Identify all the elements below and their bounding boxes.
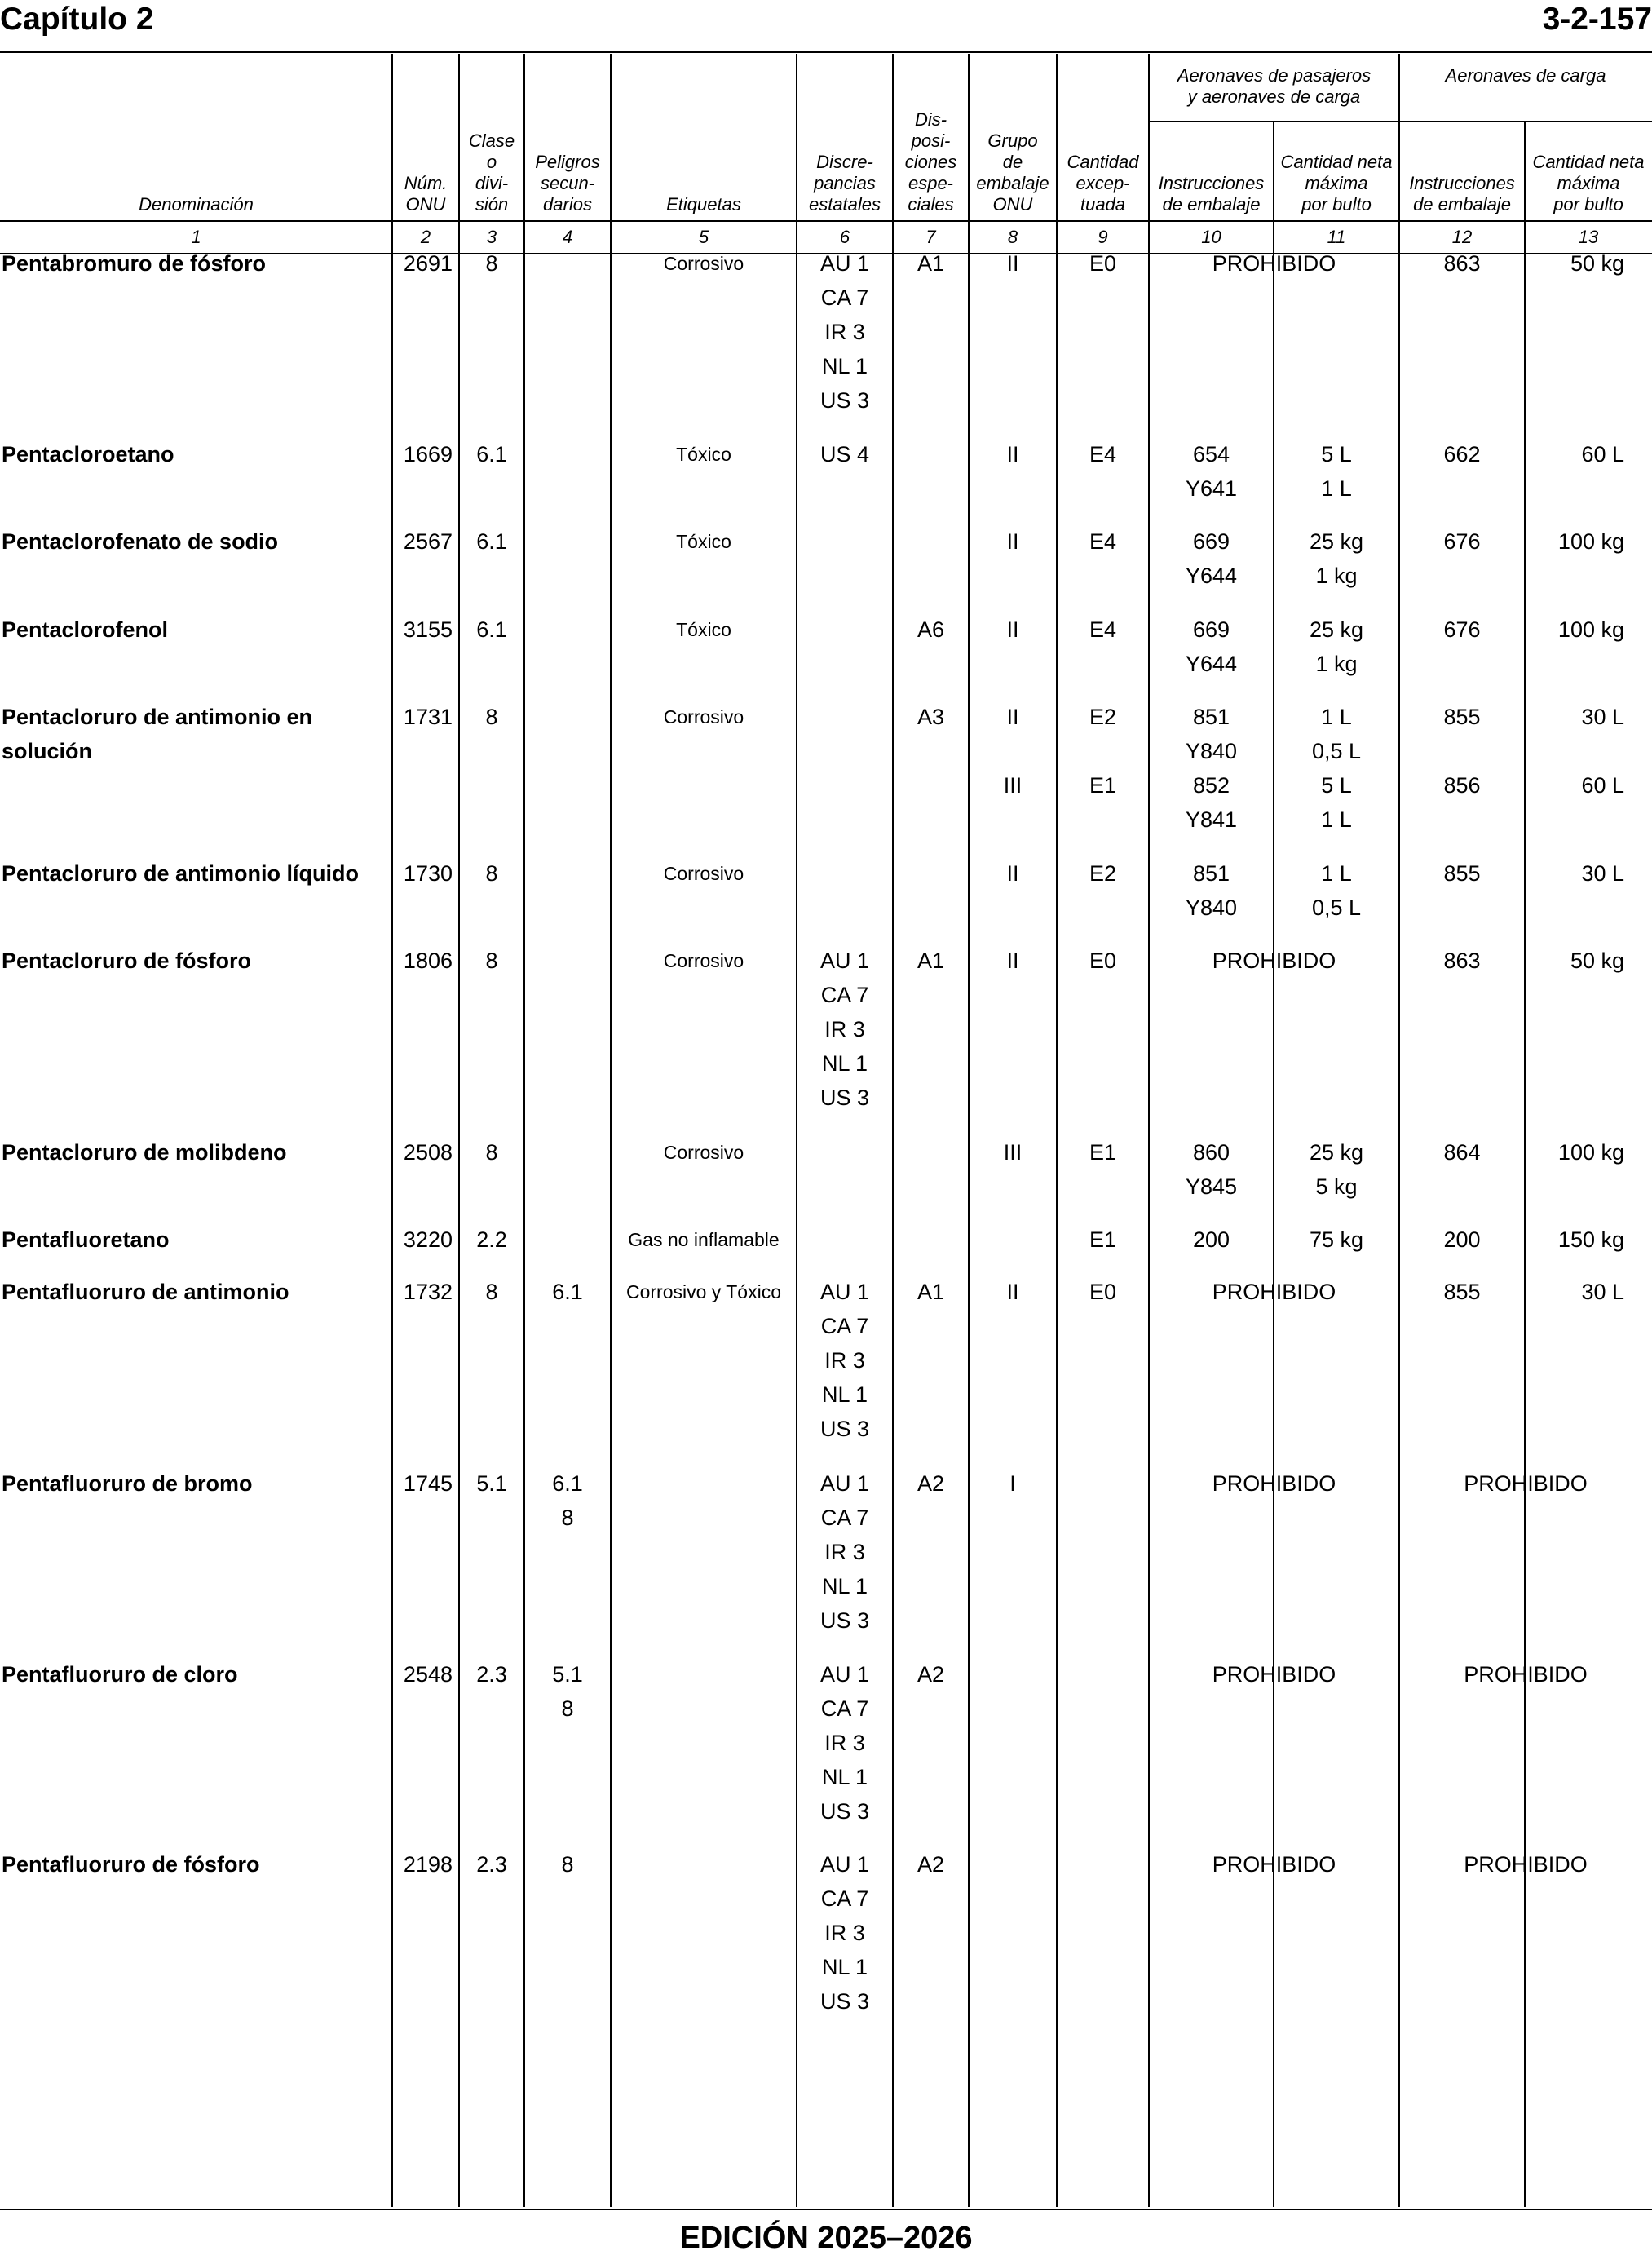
header-line: estatales: [808, 194, 881, 214]
cell-cargo-prohibited: PROHIBIDO: [1464, 1852, 1588, 1877]
header-line: ONU: [992, 194, 1033, 214]
column-number: 2: [420, 227, 431, 247]
cell-passenger-quantity: 1 L 0,5 L 5 L 1 L: [1311, 705, 1362, 832]
cell-subsidiary-hazard: 8: [561, 1852, 574, 1877]
column-number: 4: [562, 227, 573, 247]
cell-cargo-quantity: 30 L: [1581, 861, 1624, 886]
column-divider: [610, 54, 612, 2207]
header-line: espe-: [908, 173, 954, 193]
header-line: darios: [543, 194, 592, 214]
cell-cargo-instruction: 863: [1443, 251, 1481, 276]
cell-state-variation: AU 1 CA 7 IR 3 NL 1 US 3: [819, 1662, 870, 1824]
column-number: 13: [1578, 227, 1599, 247]
cell-un-number: 2691: [403, 251, 453, 276]
cell-label: Tóxico: [676, 444, 731, 465]
header-line: posi-: [911, 130, 951, 151]
column-header: [459, 130, 524, 215]
cell-name: Pentafluoruro de antimonio: [2, 1280, 289, 1304]
header-line: ciales: [908, 194, 954, 214]
cell-name: Pentacloruro de fósforo: [2, 948, 252, 973]
cell-cargo-quantity: 150 kg: [1557, 1227, 1624, 1252]
header-line: Cantidad neta: [1280, 152, 1393, 172]
header-line: máxima: [1557, 173, 1620, 193]
dangerous-goods-table: [0, 54, 1652, 2207]
column-number: 3: [486, 227, 497, 247]
header-line: Instrucciones: [1409, 173, 1515, 193]
cell-special-provision: A1: [917, 1280, 945, 1304]
row-divider: [0, 253, 1652, 254]
cell-name: Pentacloroetano: [2, 442, 174, 467]
column-header: [797, 152, 893, 215]
cell-class: 8: [485, 1280, 498, 1304]
cell-class: 2.2: [476, 1227, 507, 1252]
cell-cargo-instruction: 855 856: [1443, 705, 1481, 798]
header-line: Aeronaves de carga: [1445, 65, 1606, 86]
header-line: de embalaje: [1162, 194, 1261, 214]
cell-cargo-instruction: 200: [1443, 1227, 1481, 1252]
column-number: 10: [1201, 227, 1221, 247]
header-line: por bulto: [1553, 194, 1623, 214]
cell-class: 8: [485, 251, 498, 276]
cell-un-number: 1732: [403, 1280, 453, 1304]
cell-cargo-quantity: 50 kg: [1570, 948, 1624, 973]
column-number: 9: [1098, 227, 1108, 247]
column-number: 12: [1451, 227, 1473, 247]
cell-passenger-prohibited: PROHIBIDO: [1212, 1280, 1336, 1304]
column-divider: [523, 54, 525, 2207]
cell-packing-group: II: [1006, 529, 1019, 554]
row-divider: [1149, 121, 1652, 122]
cell-cargo-instruction: 855: [1443, 1280, 1481, 1304]
cell-passenger-instruction: 200: [1192, 1227, 1230, 1252]
header-line: Grupo: [987, 130, 1038, 151]
header-line: Dis-: [914, 109, 947, 130]
header-line: y aeronaves de carga: [1187, 86, 1361, 107]
cell-subsidiary-hazard: 6.1 8: [552, 1471, 583, 1530]
cell-cargo-quantity: 100 kg: [1557, 1140, 1624, 1165]
page-number: 3-2-157: [1542, 2, 1652, 37]
cell-class: 8: [485, 948, 498, 973]
cell-class: 6.1: [476, 617, 507, 642]
header-line: Etiquetas: [666, 194, 741, 214]
column-divider: [1273, 121, 1274, 2207]
cell-passenger-quantity: 25 kg 5 kg: [1309, 1140, 1364, 1199]
cell-cargo-instruction: 662: [1443, 442, 1481, 467]
header-line: máxima: [1305, 173, 1368, 193]
column-number: 7: [925, 227, 936, 247]
footer-rule: [0, 2209, 1652, 2210]
cell-un-number: 3220: [403, 1227, 453, 1252]
column-divider: [968, 54, 970, 2207]
cell-label: Corrosivo: [663, 950, 744, 971]
column-number: 1: [191, 227, 201, 247]
cell-name: Pentacloruro de molibdeno: [2, 1140, 287, 1165]
header-line: tuada: [1080, 194, 1126, 214]
cell-packing-group: II: [1006, 617, 1019, 642]
cell-excepted-quantity: E0: [1089, 251, 1117, 276]
cell-passenger-instruction: 654 Y641: [1185, 442, 1238, 501]
chapter-title: Capítulo 2: [0, 2, 154, 37]
column-header: [392, 173, 459, 215]
column-divider: [1056, 54, 1058, 2207]
cell-excepted-quantity: E4: [1089, 442, 1117, 467]
cell-un-number: 1731: [403, 705, 453, 729]
header-line: pancias: [814, 173, 876, 193]
cell-passenger-quantity: 75 kg: [1309, 1227, 1364, 1252]
header-line: embalaje: [976, 173, 1049, 193]
cell-passenger-instruction: 669 Y644: [1185, 617, 1238, 676]
header-line: Núm.: [404, 173, 448, 193]
cell-excepted-quantity: E2: [1089, 861, 1117, 886]
cell-cargo-prohibited: PROHIBIDO: [1464, 1471, 1588, 1496]
cell-class: 6.1: [476, 529, 507, 554]
column-header: [1149, 173, 1274, 215]
header-line: excep-: [1076, 173, 1130, 193]
column-number: 8: [1007, 227, 1018, 247]
cell-name: Pentabromuro de fósforo: [2, 251, 267, 276]
header-line: o: [486, 152, 497, 172]
cell-cargo-instruction: 864: [1443, 1140, 1481, 1165]
cell-name: Pentafluoruro de cloro: [2, 1662, 238, 1687]
cell-special-provision: A2: [917, 1471, 945, 1496]
cell-un-number: 3155: [403, 617, 453, 642]
cell-label: Tóxico: [676, 531, 731, 552]
column-header: [893, 109, 969, 215]
cell-passenger-quantity: 25 kg 1 kg: [1309, 617, 1364, 676]
cell-un-number: 2198: [403, 1852, 453, 1877]
column-divider: [458, 54, 460, 2207]
column-divider: [1524, 121, 1526, 2207]
header-line: Cantidad neta: [1532, 152, 1645, 172]
cell-special-provision: A2: [917, 1852, 945, 1877]
cell-un-number: 1669: [403, 442, 453, 467]
column-divider: [1148, 54, 1150, 2207]
cell-special-provision: A1: [917, 251, 945, 276]
cell-packing-group: I: [1009, 1471, 1016, 1496]
cell-label: Corrosivo: [663, 253, 744, 274]
cell-state-variation: AU 1 CA 7 IR 3 NL 1 US 3: [819, 251, 870, 413]
column-header: [1399, 173, 1525, 215]
header-line: sión: [475, 194, 509, 214]
cell-subsidiary-hazard: 5.1 8: [552, 1662, 583, 1721]
cell-passenger-instruction: 669 Y644: [1185, 529, 1238, 588]
cell-cargo-instruction: 863: [1443, 948, 1481, 973]
cell-name: Pentaclorofenol: [2, 617, 169, 642]
column-divider: [1398, 54, 1400, 2207]
cell-state-variation: AU 1 CA 7 IR 3 NL 1 US 3: [819, 948, 870, 1110]
column-number: 5: [698, 227, 709, 247]
header-line: de: [1002, 152, 1023, 172]
cell-label: Corrosivo: [663, 1142, 744, 1163]
column-header: [1525, 152, 1652, 215]
cell-state-variation: AU 1 CA 7 IR 3 NL 1 US 3: [819, 1280, 870, 1441]
cell-packing-group: II III: [1003, 705, 1023, 798]
cell-cargo-instruction: 855: [1443, 861, 1481, 886]
header-line: divi-: [475, 173, 509, 193]
cell-special-provision: A6: [917, 617, 945, 642]
column-header: [611, 194, 797, 215]
cell-un-number: 2508: [403, 1140, 453, 1165]
group-header-cargo: [1399, 65, 1652, 86]
cell-excepted-quantity: E4: [1089, 529, 1117, 554]
column-header: [0, 194, 392, 215]
cell-special-provision: A2: [917, 1662, 945, 1687]
cell-label: Gas no inflamable: [628, 1229, 780, 1250]
cell-passenger-prohibited: PROHIBIDO: [1212, 1852, 1336, 1877]
cell-un-number: 1806: [403, 948, 453, 973]
header-rule: [0, 51, 1652, 53]
cell-label: Corrosivo y Tóxico: [625, 1281, 782, 1302]
cell-class: 6.1: [476, 442, 507, 467]
cell-packing-group: II: [1006, 861, 1019, 886]
column-divider: [796, 54, 797, 2207]
cell-label: Corrosivo: [663, 863, 744, 884]
cell-passenger-instruction: 851 Y840 852 Y841: [1185, 705, 1238, 832]
cell-name: Pentafluoretano: [2, 1227, 170, 1252]
cell-passenger-prohibited: PROHIBIDO: [1212, 1662, 1336, 1687]
cell-packing-group: II: [1006, 442, 1019, 467]
cell-cargo-instruction: 676: [1443, 529, 1481, 554]
header-line: Aeronaves de pasajeros: [1177, 65, 1372, 86]
header-line: de embalaje: [1413, 194, 1511, 214]
header-line: ciones: [904, 152, 957, 172]
cell-class: 2.3: [476, 1852, 507, 1877]
cell-class: 8: [485, 1140, 498, 1165]
header-line: secun-: [540, 173, 595, 193]
cell-un-number: 2548: [403, 1662, 453, 1687]
cell-name: Pentafluoruro de fósforo: [2, 1852, 260, 1877]
cell-excepted-quantity: E0: [1089, 1280, 1117, 1304]
column-number: 6: [839, 227, 850, 247]
header-line: Discre-: [816, 152, 873, 172]
cell-cargo-quantity: 30 L: [1581, 1280, 1624, 1304]
header-line: Instrucciones: [1158, 173, 1265, 193]
cell-un-number: 1730: [403, 861, 453, 886]
cell-passenger-prohibited: PROHIBIDO: [1212, 948, 1336, 973]
column-number: 11: [1327, 227, 1346, 247]
cell-label: Tóxico: [676, 619, 731, 640]
cell-cargo-instruction: 676: [1443, 617, 1481, 642]
cell-name: Pentacloruro de antimonio en solución: [2, 705, 313, 763]
cell-class: 8: [485, 861, 498, 886]
cell-passenger-instruction: 860 Y845: [1185, 1140, 1238, 1199]
row-divider: [0, 220, 1652, 222]
cell-packing-group: II: [1006, 948, 1019, 973]
cell-label: Corrosivo: [663, 706, 744, 727]
header-line: ONU: [405, 194, 446, 214]
column-header: [1057, 152, 1149, 215]
header-line: Peligros: [535, 152, 600, 172]
group-header-passenger: [1149, 65, 1399, 108]
header-line: Denominación: [139, 194, 254, 214]
cell-special-provision: A1: [917, 948, 945, 973]
cell-cargo-quantity: 50 kg: [1570, 251, 1624, 276]
column-header: [524, 152, 611, 215]
cell-excepted-quantity: E4: [1089, 617, 1117, 642]
cell-excepted-quantity: E1: [1089, 1140, 1117, 1165]
cell-passenger-quantity: 5 L 1 L: [1321, 442, 1352, 501]
cell-class: 8: [485, 705, 498, 729]
cell-name: Pentafluoruro de bromo: [2, 1471, 253, 1496]
cell-passenger-prohibited: PROHIBIDO: [1212, 1471, 1336, 1496]
cell-un-number: 2567: [403, 529, 453, 554]
cell-cargo-quantity: 100 kg: [1557, 529, 1624, 554]
cell-cargo-quantity: 30 L 60 L: [1581, 705, 1624, 798]
cell-class: 5.1: [476, 1471, 507, 1496]
cell-cargo-quantity: 60 L: [1581, 442, 1624, 467]
cell-state-variation: AU 1 CA 7 IR 3 NL 1 US 3: [819, 1852, 870, 2014]
cell-passenger-quantity: 25 kg 1 kg: [1309, 529, 1364, 588]
cell-packing-group: II: [1006, 1280, 1019, 1304]
column-divider: [892, 54, 894, 2207]
cell-special-provision: A3: [917, 705, 945, 729]
cell-passenger-prohibited: PROHIBIDO: [1212, 251, 1336, 276]
cell-packing-group: II: [1006, 251, 1019, 276]
cell-passenger-quantity: 1 L 0,5 L: [1311, 861, 1362, 920]
cell-excepted-quantity: E2 E1: [1089, 705, 1117, 798]
cell-name: Pentacloruro de antimonio líquido: [2, 861, 360, 886]
cell-passenger-instruction: 851 Y840: [1185, 861, 1238, 920]
cell-packing-group: III: [1003, 1140, 1023, 1165]
cell-un-number: 1745: [403, 1471, 453, 1496]
cell-name: Pentaclorofenato de sodio: [2, 529, 279, 554]
header-line: por bulto: [1301, 194, 1372, 214]
cell-excepted-quantity: E0: [1089, 948, 1117, 973]
column-divider: [391, 54, 393, 2207]
cell-state-variation: US 4: [819, 442, 870, 467]
edition-footer: EDICIÓN 2025–2026: [679, 2221, 973, 2255]
header-line: Clase: [468, 130, 515, 151]
cell-excepted-quantity: E1: [1089, 1227, 1117, 1252]
cell-class: 2.3: [476, 1662, 507, 1687]
header-line: Cantidad: [1067, 152, 1139, 172]
cell-cargo-prohibited: PROHIBIDO: [1464, 1662, 1588, 1687]
column-header: [969, 130, 1057, 215]
column-header: [1274, 152, 1399, 215]
cell-cargo-quantity: 100 kg: [1557, 617, 1624, 642]
cell-state-variation: AU 1 CA 7 IR 3 NL 1 US 3: [819, 1471, 870, 1633]
cell-subsidiary-hazard: 6.1: [552, 1280, 583, 1304]
